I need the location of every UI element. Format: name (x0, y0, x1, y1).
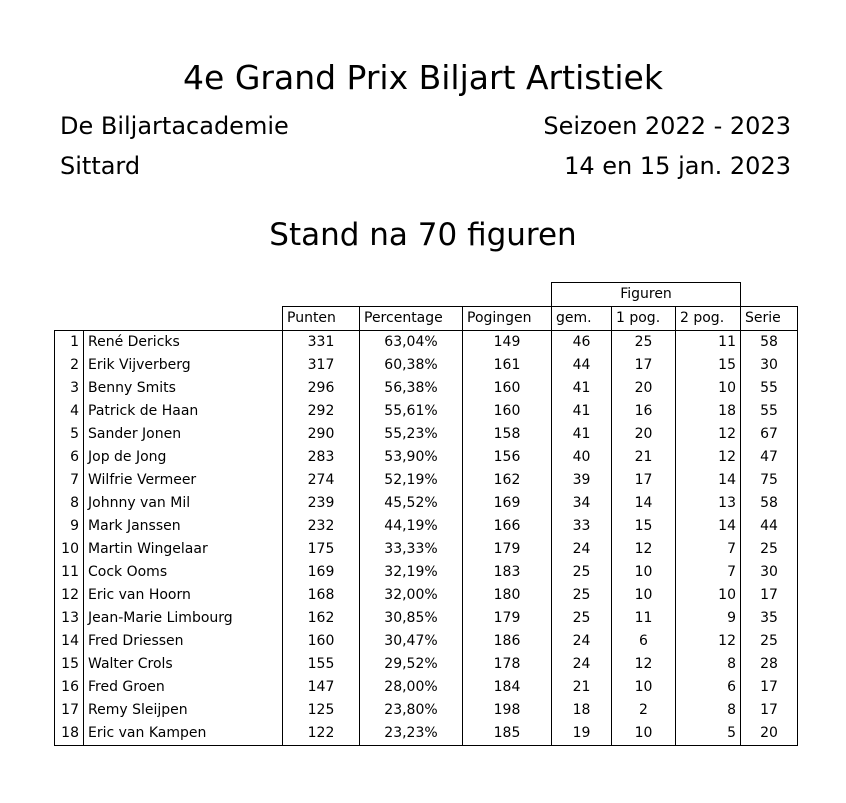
document-title: 4e Grand Prix Biljart Artistiek (183, 58, 663, 97)
rank-cell: 1 (55, 331, 84, 355)
rank-cell: 2 (55, 354, 84, 377)
gem-cell: 25 (552, 607, 612, 630)
pogingen-cell: 198 (463, 699, 552, 722)
punten-cell: 160 (283, 630, 360, 653)
rank-cell: 18 (55, 722, 84, 746)
punten-cell: 162 (283, 607, 360, 630)
pogingen-cell: 158 (463, 423, 552, 446)
gem-cell: 18 (552, 699, 612, 722)
gem-cell: 24 (552, 630, 612, 653)
percentage-cell: 60,38% (360, 354, 463, 377)
pog2-cell: 11 (676, 331, 741, 355)
column-header-gem: gem. (552, 307, 612, 331)
pog1-cell: 14 (612, 492, 676, 515)
gem-cell: 40 (552, 446, 612, 469)
standings-body (55, 331, 798, 746)
pogingen-cell: 186 (463, 630, 552, 653)
rank-cell: 14 (55, 630, 84, 653)
punten-cell: 331 (283, 331, 360, 355)
serie-cell: 75 (741, 469, 798, 492)
blank-cell (741, 283, 798, 307)
pog2-cell: 14 (676, 515, 741, 538)
table-row (55, 676, 798, 699)
column-header-percentage: Percentage (360, 307, 463, 331)
table-row (55, 630, 798, 653)
pog2-cell: 12 (676, 630, 741, 653)
pog1-cell: 2 (612, 699, 676, 722)
pog2-cell: 8 (676, 699, 741, 722)
table-row (55, 607, 798, 630)
gem-cell: 41 (552, 423, 612, 446)
rank-cell: 16 (55, 676, 84, 699)
gem-cell: 25 (552, 561, 612, 584)
pogingen-cell: 180 (463, 584, 552, 607)
player-name-cell: Walter Crols (84, 653, 283, 676)
table-row (55, 377, 798, 400)
pogingen-cell: 161 (463, 354, 552, 377)
blank-cell (463, 283, 552, 307)
serie-cell: 20 (741, 722, 798, 746)
punten-cell: 292 (283, 400, 360, 423)
serie-cell: 30 (741, 561, 798, 584)
percentage-cell: 33,33% (360, 538, 463, 561)
percentage-cell: 23,23% (360, 722, 463, 746)
rank-cell: 9 (55, 515, 84, 538)
percentage-cell: 29,52% (360, 653, 463, 676)
serie-cell: 30 (741, 354, 798, 377)
gem-cell: 46 (552, 331, 612, 355)
gem-cell: 41 (552, 400, 612, 423)
table-row (55, 515, 798, 538)
blank-cell (283, 283, 360, 307)
rank-cell: 15 (55, 653, 84, 676)
serie-cell: 17 (741, 584, 798, 607)
percentage-cell: 30,47% (360, 630, 463, 653)
pog2-cell: 6 (676, 676, 741, 699)
serie-cell: 58 (741, 331, 798, 355)
serie-cell: 58 (741, 492, 798, 515)
player-name-cell: Jop de Jong (84, 446, 283, 469)
pogingen-cell: 185 (463, 722, 552, 746)
pog2-cell: 13 (676, 492, 741, 515)
pogingen-cell: 184 (463, 676, 552, 699)
standings-subtitle: Stand na 70 figuren (269, 217, 577, 253)
gem-cell: 33 (552, 515, 612, 538)
pogingen-cell: 156 (463, 446, 552, 469)
punten-cell: 147 (283, 676, 360, 699)
serie-cell: 55 (741, 377, 798, 400)
pog2-cell: 9 (676, 607, 741, 630)
pogingen-cell: 149 (463, 331, 552, 355)
punten-cell: 296 (283, 377, 360, 400)
rank-cell: 10 (55, 538, 84, 561)
rank-cell: 6 (55, 446, 84, 469)
table-row (55, 653, 798, 676)
pog2-cell: 7 (676, 538, 741, 561)
table-row (55, 331, 798, 355)
gem-cell: 21 (552, 676, 612, 699)
pog2-cell: 10 (676, 584, 741, 607)
figuren-group-header: Figuren (552, 283, 741, 307)
punten-cell: 125 (283, 699, 360, 722)
serie-cell: 25 (741, 630, 798, 653)
pogingen-cell: 179 (463, 538, 552, 561)
serie-cell: 55 (741, 400, 798, 423)
player-name-cell: Martin Wingelaar (84, 538, 283, 561)
table-row (55, 423, 798, 446)
percentage-cell: 55,61% (360, 400, 463, 423)
table-row (55, 538, 798, 561)
pog1-cell: 21 (612, 446, 676, 469)
percentage-cell: 23,80% (360, 699, 463, 722)
serie-cell: 47 (741, 446, 798, 469)
pog1-cell: 16 (612, 400, 676, 423)
punten-cell: 169 (283, 561, 360, 584)
punten-cell: 122 (283, 722, 360, 746)
pog1-cell: 11 (612, 607, 676, 630)
punten-cell: 283 (283, 446, 360, 469)
pog1-cell: 12 (612, 653, 676, 676)
serie-cell: 28 (741, 653, 798, 676)
punten-cell: 239 (283, 492, 360, 515)
player-name-cell: Remy Sleijpen (84, 699, 283, 722)
rank-cell: 7 (55, 469, 84, 492)
table-row (55, 722, 798, 746)
player-name-cell: Wilfrie Vermeer (84, 469, 283, 492)
player-name-cell: Mark Janssen (84, 515, 283, 538)
pog1-cell: 12 (612, 538, 676, 561)
table-row (55, 354, 798, 377)
pogingen-cell: 160 (463, 377, 552, 400)
gem-cell: 25 (552, 584, 612, 607)
blank-cell (360, 283, 463, 307)
pog1-cell: 10 (612, 676, 676, 699)
pog2-cell: 12 (676, 423, 741, 446)
pog2-cell: 10 (676, 377, 741, 400)
pog2-cell: 8 (676, 653, 741, 676)
pog1-cell: 6 (612, 630, 676, 653)
column-header-2pog: 2 pog. (676, 307, 741, 331)
standings-table (54, 282, 798, 746)
table-row (55, 561, 798, 584)
player-name-cell: René Dericks (84, 331, 283, 355)
punten-cell: 290 (283, 423, 360, 446)
pog2-cell: 12 (676, 446, 741, 469)
pogingen-cell: 162 (463, 469, 552, 492)
pogingen-cell: 160 (463, 400, 552, 423)
pogingen-cell: 169 (463, 492, 552, 515)
pog1-cell: 25 (612, 331, 676, 355)
table-row (55, 446, 798, 469)
column-header-row (55, 307, 798, 331)
organizer-name: De Biljartacademie (60, 112, 289, 140)
event-dates: 14 en 15 jan. 2023 (564, 152, 791, 180)
pog1-cell: 10 (612, 561, 676, 584)
gem-cell: 19 (552, 722, 612, 746)
rank-cell: 13 (55, 607, 84, 630)
serie-cell: 67 (741, 423, 798, 446)
serie-cell: 17 (741, 699, 798, 722)
player-name-cell: Jean-Marie Limbourg (84, 607, 283, 630)
rank-cell: 3 (55, 377, 84, 400)
rank-cell: 17 (55, 699, 84, 722)
table-row (55, 469, 798, 492)
pog2-cell: 5 (676, 722, 741, 746)
pog2-cell: 14 (676, 469, 741, 492)
pog1-cell: 17 (612, 354, 676, 377)
pog1-cell: 20 (612, 377, 676, 400)
serie-cell: 17 (741, 676, 798, 699)
player-name-cell: Fred Groen (84, 676, 283, 699)
pog1-cell: 10 (612, 584, 676, 607)
percentage-cell: 53,90% (360, 446, 463, 469)
column-header-serie: Serie (741, 307, 798, 331)
column-header-1pog: 1 pog. (612, 307, 676, 331)
pogingen-cell: 178 (463, 653, 552, 676)
punten-cell: 168 (283, 584, 360, 607)
pog2-cell: 15 (676, 354, 741, 377)
pog1-cell: 10 (612, 722, 676, 746)
punten-cell: 155 (283, 653, 360, 676)
table-row (55, 492, 798, 515)
rank-cell: 8 (55, 492, 84, 515)
pogingen-cell: 179 (463, 607, 552, 630)
percentage-cell: 52,19% (360, 469, 463, 492)
percentage-cell: 30,85% (360, 607, 463, 630)
pog1-cell: 20 (612, 423, 676, 446)
punten-cell: 274 (283, 469, 360, 492)
group-header-row (55, 283, 798, 307)
pog1-cell: 15 (612, 515, 676, 538)
table-row (55, 584, 798, 607)
percentage-cell: 32,00% (360, 584, 463, 607)
percentage-cell: 28,00% (360, 676, 463, 699)
blank-cell (55, 307, 84, 331)
rank-cell: 5 (55, 423, 84, 446)
player-name-cell: Erik Vijverberg (84, 354, 283, 377)
rank-cell: 12 (55, 584, 84, 607)
player-name-cell: Eric van Hoorn (84, 584, 283, 607)
gem-cell: 44 (552, 354, 612, 377)
player-name-cell: Cock Ooms (84, 561, 283, 584)
column-header-pogingen: Pogingen (463, 307, 552, 331)
city-name: Sittard (60, 152, 141, 180)
gem-cell: 39 (552, 469, 612, 492)
rank-cell: 4 (55, 400, 84, 423)
blank-cell (84, 283, 283, 307)
gem-cell: 34 (552, 492, 612, 515)
rank-cell: 11 (55, 561, 84, 584)
blank-cell (55, 283, 84, 307)
player-name-cell: Fred Driessen (84, 630, 283, 653)
punten-cell: 317 (283, 354, 360, 377)
punten-cell: 232 (283, 515, 360, 538)
player-name-cell: Patrick de Haan (84, 400, 283, 423)
player-name-cell: Sander Jonen (84, 423, 283, 446)
serie-cell: 25 (741, 538, 798, 561)
percentage-cell: 55,23% (360, 423, 463, 446)
percentage-cell: 56,38% (360, 377, 463, 400)
serie-cell: 44 (741, 515, 798, 538)
percentage-cell: 44,19% (360, 515, 463, 538)
pogingen-cell: 183 (463, 561, 552, 584)
gem-cell: 24 (552, 653, 612, 676)
player-name-cell: Johnny van Mil (84, 492, 283, 515)
table-row (55, 699, 798, 722)
percentage-cell: 32,19% (360, 561, 463, 584)
pog2-cell: 7 (676, 561, 741, 584)
blank-cell (84, 307, 283, 331)
percentage-cell: 63,04% (360, 331, 463, 355)
pog1-cell: 17 (612, 469, 676, 492)
pogingen-cell: 166 (463, 515, 552, 538)
gem-cell: 24 (552, 538, 612, 561)
pog2-cell: 18 (676, 400, 741, 423)
serie-cell: 35 (741, 607, 798, 630)
percentage-cell: 45,52% (360, 492, 463, 515)
player-name-cell: Eric van Kampen (84, 722, 283, 746)
punten-cell: 175 (283, 538, 360, 561)
column-header-punten: Punten (283, 307, 360, 331)
player-name-cell: Benny Smits (84, 377, 283, 400)
gem-cell: 41 (552, 377, 612, 400)
season-label: Seizoen 2022 - 2023 (543, 112, 791, 140)
table-row (55, 400, 798, 423)
